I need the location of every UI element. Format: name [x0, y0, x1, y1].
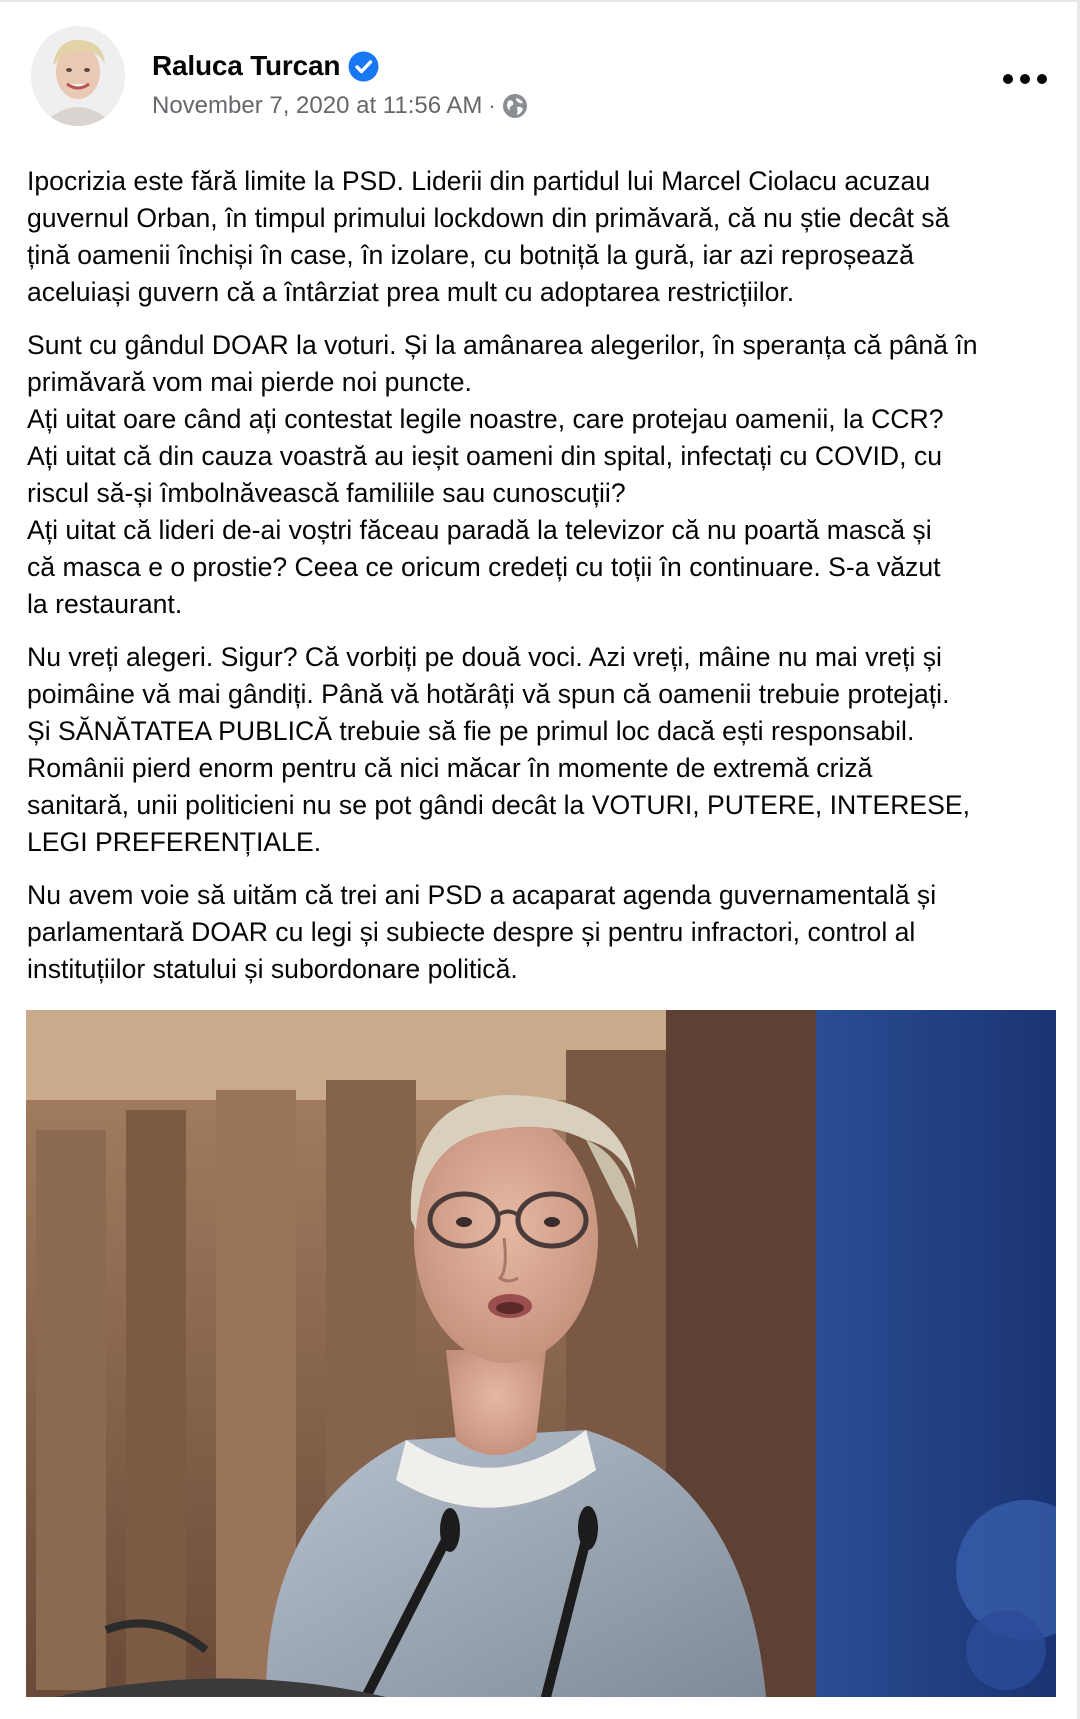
avatar[interactable]: [31, 26, 125, 126]
meta-separator: ·: [488, 93, 496, 118]
post-text-line: Nu vreți alegeri. Sigur? Că vorbiți pe două voci. Azi vreți, mâine nu mai vreți și: [27, 642, 942, 672]
post-timestamp[interactable]: November 7, 2020 at 11:56 AM: [152, 92, 483, 119]
post-text-line: Și SĂNĂTATEA PUBLICĂ trebuie să fie pe primul loc dacă ești responsabil.: [27, 716, 915, 746]
author-row: [152, 44, 379, 88]
post-text-line: LEGI PREFERENȚIALE.: [27, 827, 322, 857]
post-text-line: Sunt cu gândul DOAR la voturi. Și la amânarea alegerilor, în speranța că până în: [27, 330, 978, 360]
more-dot: [1020, 74, 1030, 84]
author-name[interactable]: Raluca Turcan: [152, 50, 341, 81]
more-dot: [1003, 74, 1013, 84]
post-text-line: Ipocrizia este fără limite la PSD. Liderii din partidul lui Marcel Ciolacu acuzau: [27, 166, 931, 196]
post-paragraph: [27, 877, 1057, 988]
verified-badge-icon: [348, 51, 379, 82]
post-text-line: Românii pierd enorm pentru că nici măcar în momente de extremă criză: [27, 753, 873, 783]
post-paragraph: [27, 639, 1057, 861]
post-text-line: guvernul Orban, în timpul primului lockdown din primăvară, că nu știe decât să: [27, 203, 950, 233]
post-text-line: Nu avem voie să uităm că trei ani PSD a acaparat agenda guvernamentală și: [27, 880, 937, 910]
post-meta: [152, 88, 528, 124]
post-text-line: instituțiilor statului și subordonare politică.: [27, 954, 518, 984]
post-text-line: primăvară vom mai pierde noi puncte.: [27, 367, 472, 397]
post-text-line: la restaurant.: [27, 589, 183, 619]
post-text-line: sanitară, unii politicieni nu se pot gândi decât la VOTURI, PUTERE, INTERESE,: [27, 790, 971, 820]
post-text-line: Ați uitat că lideri de-ai voștri făceau paradă la televizor că nu poartă mască și: [27, 515, 932, 545]
post-photo[interactable]: [26, 1010, 1056, 1697]
post-text-line: parlamentară DOAR cu legi și subiecte despre și pentru infractori, control al: [27, 917, 916, 947]
post-text-line: Ați uitat că din cauza voastră au ieșit oameni din spital, infectați cu COVID, cu: [27, 441, 942, 471]
globe-icon[interactable]: [502, 93, 528, 119]
post-paragraph: [27, 163, 1057, 311]
post-text-line: riscul să-și îmbolnăvească familiile sau cunoscuții?: [27, 478, 626, 508]
post-text-line: aceluiași guvern că a întârziat prea mult cu adoptarea restricțiilor.: [27, 277, 795, 307]
post-text-line: poimâine vă mai gândiți. Până vă hotărâți vă spun că oamenii trebuie protejați.: [27, 679, 950, 709]
more-dot: [1037, 74, 1047, 84]
post-text-line: Ați uitat oare când ați contestat legile noastre, care protejau oamenii, la CCR?: [27, 404, 944, 434]
more-options-icon[interactable]: [990, 62, 1060, 96]
post-header: [0, 0, 1080, 150]
post-text-line: țină oamenii închiși în case, în izolare, cu botniță la gură, iar azi reproșează: [27, 240, 914, 270]
post-paragraph: [27, 327, 1057, 623]
post-text-line: că masca e o prostie? Ceea ce oricum credeți cu toții în continuare. S-a văzut: [27, 552, 941, 582]
post-body: [27, 163, 1057, 1004]
